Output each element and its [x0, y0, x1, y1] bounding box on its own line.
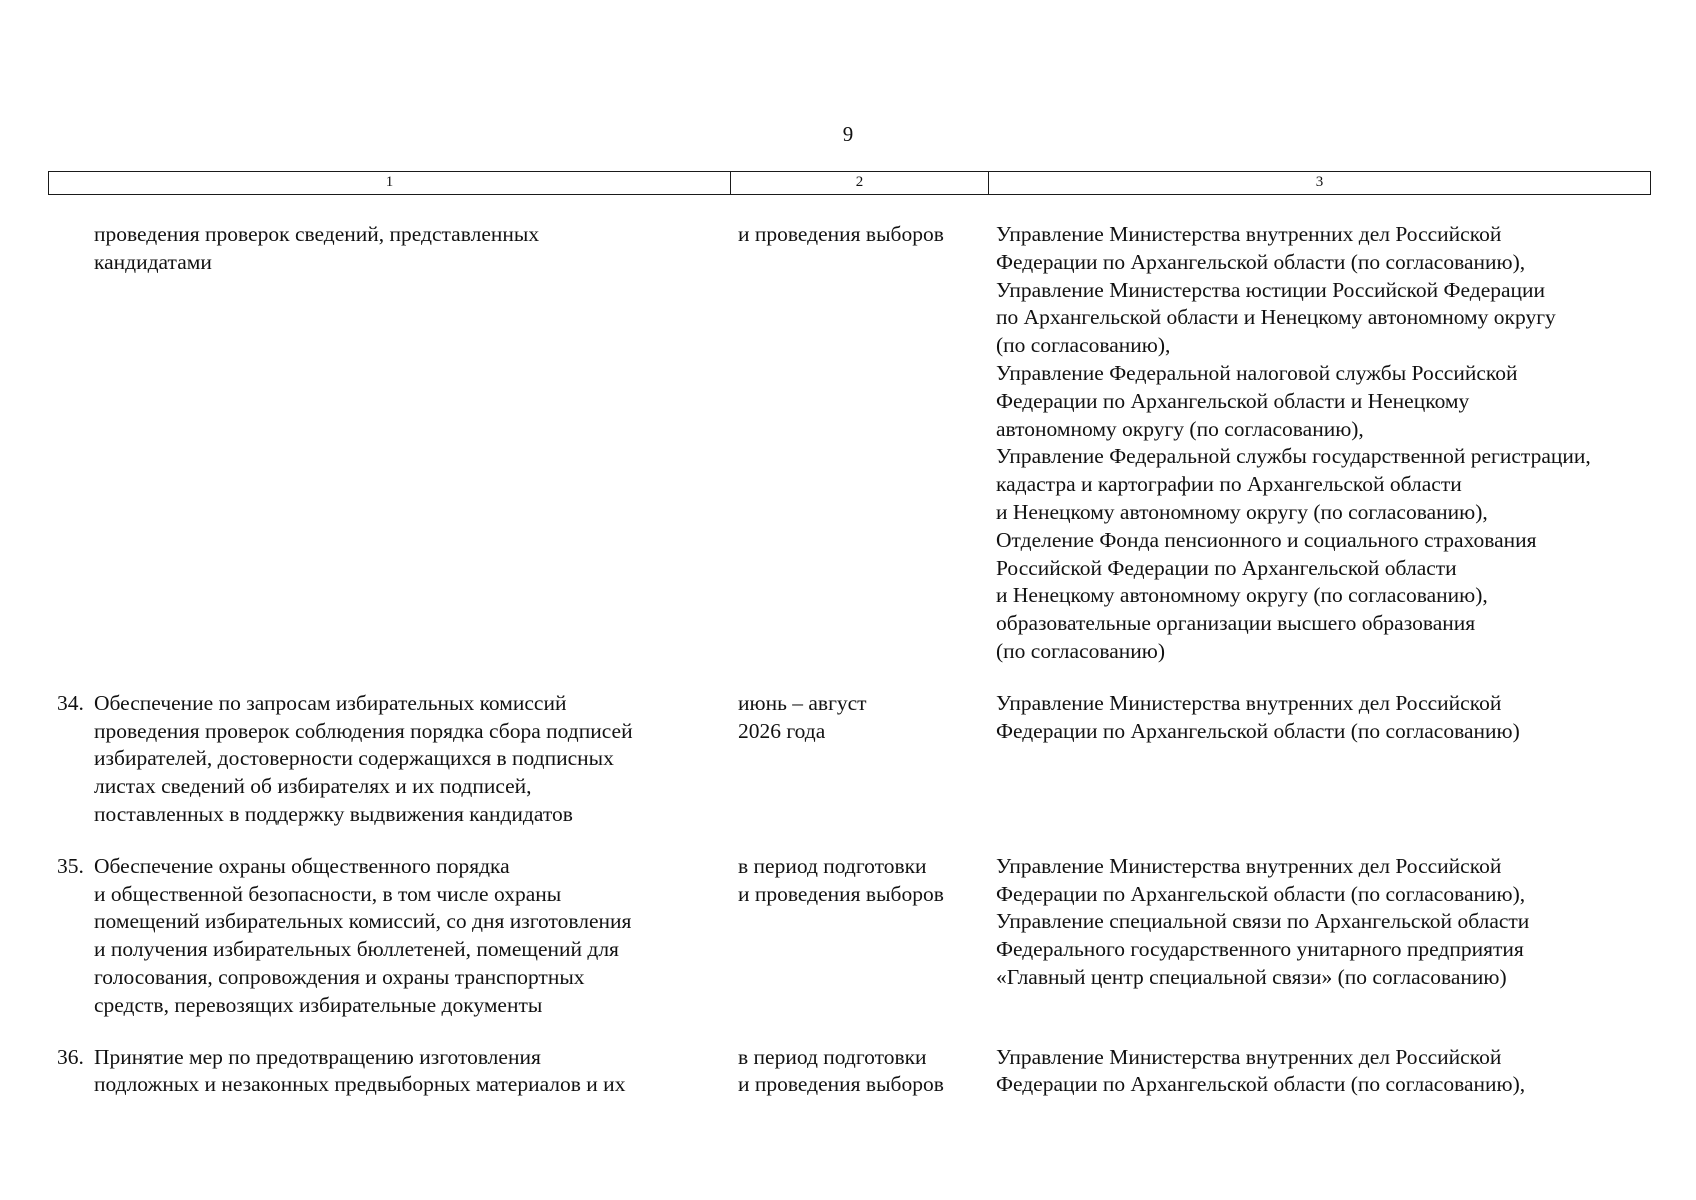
period-line: и проведения выборов [738, 881, 944, 906]
responsible-cell [988, 690, 1651, 829]
responsible-line: и Ненецкому автономному округу (по согласованию), [996, 499, 1488, 524]
description-cell [48, 690, 730, 829]
description-line: листах сведений об избирателях и их подписей, [94, 774, 532, 799]
responsible-line: образовательные организации высшего образования [996, 611, 1476, 636]
description-line: проведения проверок соблюдения порядка сбора подписей [94, 718, 633, 743]
responsible-line: (по согласованию) [996, 638, 1166, 663]
row-number: 36. [57, 1044, 84, 1069]
responsible-line: Управление специальной связи по Архангельской области [996, 909, 1530, 934]
responsible-line: Федерации по Архангельской области (по согласованию), [996, 249, 1526, 274]
responsible-line: Управление Министерства внутренних дел Российской [996, 1044, 1502, 1069]
description-text [94, 1044, 730, 1100]
page-number: 9 [842, 122, 854, 146]
responsible-line: Федерации по Архангельской области (по согласованию), [996, 881, 1526, 906]
description-line: и общественной безопасности, в том числе охраны [94, 881, 562, 906]
table-row [48, 690, 1651, 829]
period-line: 2026 года [738, 718, 826, 743]
responsible-line: Федерации по Архангельской области и Ненецкому [996, 388, 1470, 413]
responsible-line: автономному округу (по согласованию), [996, 416, 1364, 441]
responsible-line: Российской Федерации по Архангельской области [996, 555, 1457, 580]
table-row [48, 853, 1651, 1020]
responsible-line: Управление Министерства внутренних дел Российской [996, 853, 1502, 878]
period-cell [730, 1044, 988, 1100]
responsible-cell [988, 853, 1651, 1020]
responsible-line: Федерации по Архангельской области (по согласованию) [996, 718, 1520, 743]
table-body [48, 221, 1651, 1099]
description-line: Обеспечение по запросам избирательных комиссий [94, 690, 567, 715]
responsible-line: Отделение Фонда пенсионного и социального страхования [996, 527, 1537, 552]
row-number [48, 221, 94, 666]
responsible-line: Федерального государственного унитарного предприятия [996, 937, 1524, 962]
description-cell [48, 1044, 730, 1100]
period-line: в период подготовки [738, 1044, 927, 1069]
period-cell [730, 221, 988, 666]
responsible-line: (по согласованию), [996, 333, 1171, 358]
description-line: подложных и незаконных предвыборных материалов и их [94, 1072, 626, 1097]
table-column-header [48, 171, 1651, 195]
period-cell [730, 853, 988, 1020]
column-number-1: 1 [49, 172, 731, 194]
responsible-line: и Ненецкому автономному округу (по согласованию), [996, 583, 1488, 608]
description-text [94, 853, 730, 1020]
description-cell [48, 853, 730, 1020]
description-text [94, 690, 730, 829]
description-line: Обеспечение охраны общественного порядка [94, 853, 510, 878]
description-line: голосования, сопровождения и охраны транспортных [94, 964, 585, 989]
description-line: поставленных в поддержку выдвижения кандидатов [94, 801, 573, 826]
description-line: Принятие мер по предотвращению изготовления [94, 1044, 541, 1069]
period-cell [730, 690, 988, 829]
responsible-line: Управление Федеральной службы государственной регистрации, [996, 444, 1591, 469]
responsible-line: Федерации по Архангельской области (по согласованию), [996, 1072, 1526, 1097]
responsible-line: Управление Министерства внутренних дел Российской [996, 690, 1502, 715]
responsible-line: «Главный центр специальной связи» (по согласованию) [996, 964, 1507, 989]
period-line: и проведения выборов [738, 222, 944, 246]
description-line: проведения проверок сведений, представленных [94, 222, 540, 246]
column-number-3: 3 [1315, 174, 1324, 190]
table-row [48, 221, 1651, 666]
responsible-line: Управление Министерства внутренних дел Российской [996, 222, 1502, 246]
description-line: помещений избирательных комиссий, со дня изготовления [94, 909, 632, 934]
description-text [94, 221, 730, 666]
description-line: и получения избирательных бюллетеней, помещений для [94, 937, 619, 962]
period-line: и проведения выборов [738, 1072, 944, 1097]
column-number-2: 2 [731, 172, 989, 194]
responsible-cell [988, 221, 1651, 666]
responsible-cell [988, 1044, 1651, 1100]
description-line: средств, перевозящих избирательные документы [94, 992, 543, 1017]
period-line: июнь – август [738, 690, 867, 715]
responsible-line: Управление Федеральной налоговой службы Российской [996, 360, 1518, 385]
description-line: избирателей, достоверности содержащихся в подписных [94, 746, 614, 771]
description-cell [48, 221, 730, 666]
table-row [48, 1044, 1651, 1100]
period-line: в период подготовки [738, 853, 927, 878]
responsible-line: Управление Министерства юстиции Российской Федерации [996, 277, 1546, 302]
row-number: 34. [57, 690, 84, 715]
responsible-line: кадастра и картографии по Архангельской области [996, 472, 1462, 497]
responsible-line: по Архангельской области и Ненецкому автономному округу [996, 305, 1556, 330]
description-line: кандидатами [94, 249, 212, 274]
row-number: 35. [57, 853, 84, 878]
